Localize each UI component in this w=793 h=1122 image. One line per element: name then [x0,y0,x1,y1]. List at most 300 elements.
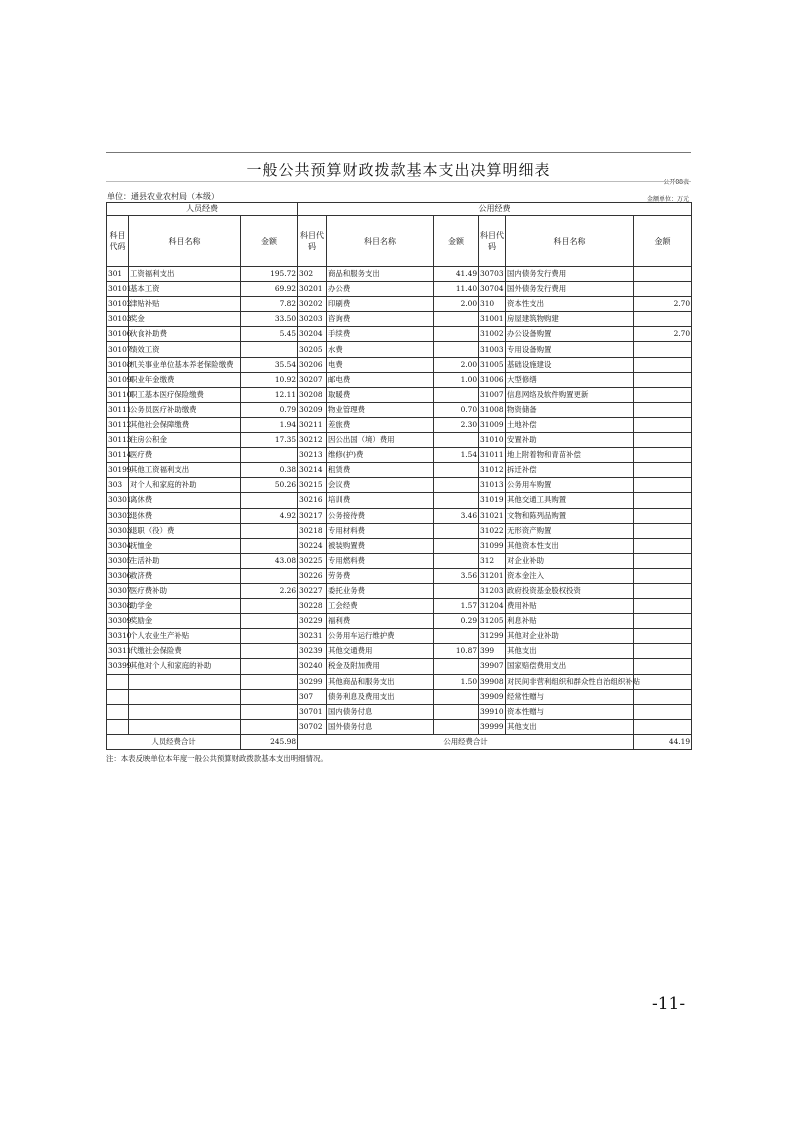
report-sheet [106,152,691,764]
cell-name: 医疗费 [129,448,241,463]
cell-name: 职业年金缴费 [129,372,241,387]
cell-name-2: 取暖费 [327,387,434,402]
cell-code-3: 31299 [479,629,506,644]
cell-code-3: 30704 [479,282,506,297]
cell-code [107,674,129,689]
cell-code: 30303 [107,523,129,538]
header-code-3: 科目代码 [479,216,506,267]
cell-code-2: 30212 [298,433,327,448]
cell-amount-2 [434,553,479,568]
cell-code: 30108 [107,357,129,372]
table-row [107,282,692,297]
cell-name: 绩效工资 [129,342,241,357]
footnote: 注：本表反映单位本年度一般公共预算财政拨款基本支出明细情况。 [106,754,328,763]
cell-amount: 195.72 [241,267,298,282]
column-header-row [107,216,692,267]
cell-code-2: 30216 [298,493,327,508]
cell-code-3: 31201 [479,568,506,583]
cell-name: 医疗费补助 [129,583,241,598]
cell-amount-3 [634,553,692,568]
cell-amount-3 [634,342,692,357]
cell-code: 30310 [107,629,129,644]
cell-name: 救济费 [129,568,241,583]
cell-amount-2 [434,523,479,538]
table-row [107,372,692,387]
cell-code-2: 307 [298,689,327,704]
cell-amount-3 [634,463,692,478]
unit-info [107,191,219,202]
cell-code: 30399 [107,659,129,674]
cell-amount-3 [634,372,692,387]
cell-amount-3 [634,282,692,297]
table-body [107,267,692,735]
cell-amount [241,614,298,629]
cell-name-3: 其他支出 [506,719,634,734]
cell-name-3: 专用设备购置 [506,342,634,357]
cell-amount-2: 1.50 [434,674,479,689]
cell-amount-2: 0.29 [434,614,479,629]
cell-code: 30305 [107,553,129,568]
cell-amount-3 [634,387,692,402]
cell-amount-2 [434,478,479,493]
cell-amount-3 [634,357,692,372]
cell-name-2: 手续费 [327,327,434,342]
cell-name: 工资福利支出 [129,267,241,282]
cell-code-3: 31022 [479,523,506,538]
cell-name-3: 无形资产购置 [506,523,634,538]
cell-code-3: 31008 [479,402,506,417]
cell-code-2: 30299 [298,674,327,689]
cell-name-3: 对企业补助 [506,553,634,568]
cell-amount [241,674,298,689]
cell-code-3: 30703 [479,267,506,282]
cell-amount [241,644,298,659]
cell-amount-3 [634,538,692,553]
cell-amount: 2.26 [241,583,298,598]
cell-code: 30107 [107,342,129,357]
cell-name-2: 邮电费 [327,372,434,387]
header-code: 科目代码 [107,216,129,267]
cell-name: 机关事业单位基本养老保险缴费 [129,357,241,372]
cell-code-2: 30239 [298,644,327,659]
cell-code-2: 30209 [298,402,327,417]
cell-code-3: 31001 [479,312,506,327]
cell-amount: 12.11 [241,387,298,402]
cell-amount [241,599,298,614]
cell-code: 30109 [107,372,129,387]
cell-name-2: 国外债务付息 [327,719,434,734]
cell-amount-3 [634,523,692,538]
cell-amount: 35.54 [241,357,298,372]
cell-code-2: 30204 [298,327,327,342]
header-name-2: 科目名称 [327,216,434,267]
cell-name-2: 专用燃料费 [327,553,434,568]
group-public: 公用经费 [298,203,692,216]
expenditure-table [106,202,692,750]
table-row [107,644,692,659]
header-name: 科目名称 [129,216,241,267]
cell-amount-2 [434,719,479,734]
cell-name-3: 文物和陈列品购置 [506,508,634,523]
cell-amount [241,659,298,674]
public-total-label: 公用经费合计 [298,734,634,749]
cell-name: 公务员医疗补助缴费 [129,402,241,417]
header-amount-2: 金额 [434,216,479,267]
table-row [107,659,692,674]
cell-amount-2 [434,538,479,553]
cell-amount-3 [634,614,692,629]
table-row [107,629,692,644]
cell-name: 其他社会保障缴费 [129,417,241,432]
totals-row [107,734,692,749]
cell-code: 30302 [107,508,129,523]
cell-amount-3 [634,674,692,689]
cell-amount [241,704,298,719]
cell-code-2: 30701 [298,704,327,719]
cell-code-3: 31002 [479,327,506,342]
cell-name-2: 水费 [327,342,434,357]
cell-name-2: 印刷费 [327,297,434,312]
cell-amount-2: 41.49 [434,267,479,282]
cell-code-3: 31021 [479,508,506,523]
cell-amount-2: 0.70 [434,402,479,417]
cell-name-2: 培训费 [327,493,434,508]
cell-code: 30103 [107,312,129,327]
cell-name-3: 办公设备购置 [506,327,634,342]
cell-amount-3 [634,659,692,674]
cell-amount-3 [634,312,692,327]
cell-name-3: 费用补贴 [506,599,634,614]
table-row [107,553,692,568]
header-amount: 金额 [241,216,298,267]
cell-code-3: 31205 [479,614,506,629]
group-header-row [107,203,692,216]
cell-amount-2 [434,312,479,327]
cell-code: 30114 [107,448,129,463]
cell-code-2: 30228 [298,599,327,614]
cell-code: 303 [107,478,129,493]
cell-amount: 4.92 [241,508,298,523]
table-row [107,523,692,538]
cell-code-2: 30202 [298,297,327,312]
cell-amount-2 [434,387,479,402]
cell-amount-2 [434,689,479,704]
cell-code-2: 30206 [298,357,327,372]
cell-name-2: 差旅费 [327,417,434,432]
cell-code: 30111 [107,402,129,417]
table-row [107,402,692,417]
cell-code: 30308 [107,599,129,614]
cell-code-3: 310 [479,297,506,312]
cell-name-3: 大型修缮 [506,372,634,387]
cell-code-3: 31013 [479,478,506,493]
cell-code-2: 30217 [298,508,327,523]
cell-amount-3 [634,629,692,644]
header-amount-3: 金额 [634,216,692,267]
cell-code: 30306 [107,568,129,583]
cell-code-2: 30201 [298,282,327,297]
cell-code: 301 [107,267,129,282]
cell-name-3: 其他对企业补助 [506,629,634,644]
cell-amount-2: 2.00 [434,297,479,312]
cell-amount-2: 1.00 [434,372,479,387]
cell-amount-2 [434,493,479,508]
cell-code: 30113 [107,433,129,448]
cell-amount-3 [634,719,692,734]
cell-amount-3 [634,478,692,493]
cell-code: 30112 [107,417,129,432]
table-row [107,719,692,734]
cell-name-2: 办公费 [327,282,434,297]
cell-name-2: 税金及附加费用 [327,659,434,674]
cell-name-2: 因公出国（境）费用 [327,433,434,448]
cell-code-3: 31099 [479,538,506,553]
table-row [107,614,692,629]
cell-amount-2 [434,659,479,674]
cell-name-3: 资本性支出 [506,297,634,312]
cell-code [107,689,129,704]
cell-amount-2: 11.40 [434,282,479,297]
cell-code-3: 39999 [479,719,506,734]
group-personnel: 人员经费 [107,203,298,216]
cell-code-3: 39910 [479,704,506,719]
header-name-3: 科目名称 [506,216,634,267]
unit-label: 单位： [107,192,131,201]
cell-name-3: 房屋建筑物购建 [506,312,634,327]
cell-code-2: 30208 [298,387,327,402]
cell-code-3: 39908 [479,674,506,689]
table-row [107,267,692,282]
table-row [107,599,692,614]
cell-amount-3 [634,433,692,448]
cell-name: 奖金 [129,312,241,327]
cell-name-3: 土地补偿 [506,417,634,432]
header-code-2: 科目代码 [298,216,327,267]
cell-code [107,719,129,734]
cell-name: 奖励金 [129,614,241,629]
report-title: 一般公共预算财政拨款基本支出决算明细表 [246,161,551,179]
cell-code: 30304 [107,538,129,553]
cell-name-2: 维修(护)费 [327,448,434,463]
cell-name-3: 地上附着物和青苗补偿 [506,448,634,463]
unit-row [106,181,691,202]
cell-amount-3 [634,704,692,719]
cell-code-3: 31011 [479,448,506,463]
cell-name-2: 国内债务付息 [327,704,434,719]
cell-name: 基本工资 [129,282,241,297]
cell-name-3: 国家赔偿费用支出 [506,659,634,674]
cell-name-2: 被装购置费 [327,538,434,553]
cell-amount-2 [434,327,479,342]
cell-name-3: 国外债务发行费用 [506,282,634,297]
cell-amount-3 [634,417,692,432]
cell-name-2: 公务接待费 [327,508,434,523]
cell-name [129,719,241,734]
cell-amount-3 [634,267,692,282]
cell-amount-3 [634,644,692,659]
cell-code-3: 31010 [479,433,506,448]
cell-amount-2 [434,629,479,644]
cell-code-2: 30240 [298,659,327,674]
cell-amount: 0.79 [241,402,298,417]
cell-name: 津贴补贴 [129,297,241,312]
cell-amount: 0.38 [241,463,298,478]
table-row [107,342,692,357]
cell-amount: 50.26 [241,478,298,493]
cell-code: 30307 [107,583,129,598]
cell-name-3: 物资储备 [506,402,634,417]
cell-amount-3 [634,599,692,614]
cell-code-3: 31009 [479,417,506,432]
cell-amount-2: 3.56 [434,568,479,583]
cell-name-2: 公务用车运行维护费 [327,629,434,644]
cell-amount-2 [434,433,479,448]
cell-name-2: 福利费 [327,614,434,629]
cell-name: 生活补助 [129,553,241,568]
cell-amount [241,689,298,704]
cell-code-3: 39907 [479,659,506,674]
table-row [107,357,692,372]
cell-amount-3 [634,402,692,417]
cell-code-3: 31204 [479,599,506,614]
cell-amount-3 [634,493,692,508]
cell-name: 其他工资福利支出 [129,463,241,478]
cell-code-3: 31019 [479,493,506,508]
cell-name-2: 电费 [327,357,434,372]
cell-amount-2 [434,704,479,719]
cell-amount-3: 2.70 [634,327,692,342]
cell-name: 抚恤金 [129,538,241,553]
table-row [107,448,692,463]
table-row [107,568,692,583]
cell-code: 30102 [107,297,129,312]
cell-amount-2: 2.30 [434,417,479,432]
cell-code-2: 30213 [298,448,327,463]
cell-amount [241,538,298,553]
table-row [107,704,692,719]
cell-name-3: 其他支出 [506,644,634,659]
cell-code-2: 30218 [298,523,327,538]
cell-amount: 5.45 [241,327,298,342]
table-row [107,493,692,508]
cell-amount: 33.50 [241,312,298,327]
cell-name-2: 委托业务费 [327,583,434,598]
cell-code-2: 30229 [298,614,327,629]
public-total-value: 44.19 [634,734,692,749]
table-row [107,478,692,493]
cell-name-2: 其他交通费用 [327,644,434,659]
cell-amount [241,719,298,734]
cell-name-2: 咨询费 [327,312,434,327]
cell-name-2: 劳务费 [327,568,434,583]
cell-code-3: 31007 [479,387,506,402]
cell-name-3: 拆迁补偿 [506,463,634,478]
cell-amount-2 [434,342,479,357]
cell-amount-2 [434,583,479,598]
cell-amount-3 [634,689,692,704]
personnel-total-label: 人员经费合计 [107,734,241,749]
cell-amount-3 [634,583,692,598]
cell-name-3: 公务用车购置 [506,478,634,493]
cell-code-3: 312 [479,553,506,568]
cell-name-3: 安置补助 [506,433,634,448]
cell-amount-3 [634,508,692,523]
cell-name-3: 国内债务发行费用 [506,267,634,282]
cell-name [129,704,241,719]
table-row [107,508,692,523]
cell-name-3: 资本性赠与 [506,704,634,719]
cell-name: 代缴社会保险费 [129,644,241,659]
cell-name: 职工基本医疗保险缴费 [129,387,241,402]
cell-name-3: 政府投资基金股权投资 [506,583,634,598]
cell-code-3: 31012 [479,463,506,478]
cell-code-2: 30226 [298,568,327,583]
cell-amount [241,629,298,644]
cell-code-2: 30231 [298,629,327,644]
cell-name-2: 工会经费 [327,599,434,614]
table-row [107,433,692,448]
cell-code: 30311 [107,644,129,659]
cell-code-2: 30214 [298,463,327,478]
cell-name-2: 专用材料费 [327,523,434,538]
cell-name: 其他对个人和家庭的补助 [129,659,241,674]
cell-amount: 1.94 [241,417,298,432]
cell-amount [241,568,298,583]
cell-code-3: 399 [479,644,506,659]
cell-code-2: 30224 [298,538,327,553]
cell-code-2: 30702 [298,719,327,734]
table-row [107,463,692,478]
cell-amount-2 [434,463,479,478]
money-unit: 金额单位：万元 [646,196,689,203]
cell-name-2: 债务利息及费用支出 [327,689,434,704]
cell-amount-2: 1.54 [434,448,479,463]
table-row [107,297,692,312]
cell-code-2: 30211 [298,417,327,432]
cell-name-2: 商品和服务支出 [327,267,434,282]
cell-name: 退休费 [129,508,241,523]
cell-amount: 7.82 [241,297,298,312]
table-row [107,387,692,402]
cell-code-2: 302 [298,267,327,282]
cell-code-3: 31203 [479,583,506,598]
cell-code: 30309 [107,614,129,629]
cell-amount-2: 2.00 [434,357,479,372]
cell-name-3: 基础设施建设 [506,357,634,372]
table-row [107,312,692,327]
cell-code-2: 30205 [298,342,327,357]
table-row [107,689,692,704]
table-number: 公开08表 [663,179,689,186]
cell-name [129,674,241,689]
cell-name-3: 其他资本性支出 [506,538,634,553]
cell-code-2: 30203 [298,312,327,327]
cell-code-3: 31003 [479,342,506,357]
cell-code: 30110 [107,387,129,402]
cell-amount-2: 1.57 [434,599,479,614]
cell-amount: 69.92 [241,282,298,297]
cell-name-3: 利息补贴 [506,614,634,629]
personnel-total-value: 245.98 [241,734,298,749]
cell-amount-3 [634,568,692,583]
cell-name: 退职（役）费 [129,523,241,538]
cell-amount [241,493,298,508]
cell-name [129,689,241,704]
cell-code-3: 31005 [479,357,506,372]
cell-amount-3: 2.70 [634,297,692,312]
table-row [107,327,692,342]
cell-code: 30101 [107,282,129,297]
